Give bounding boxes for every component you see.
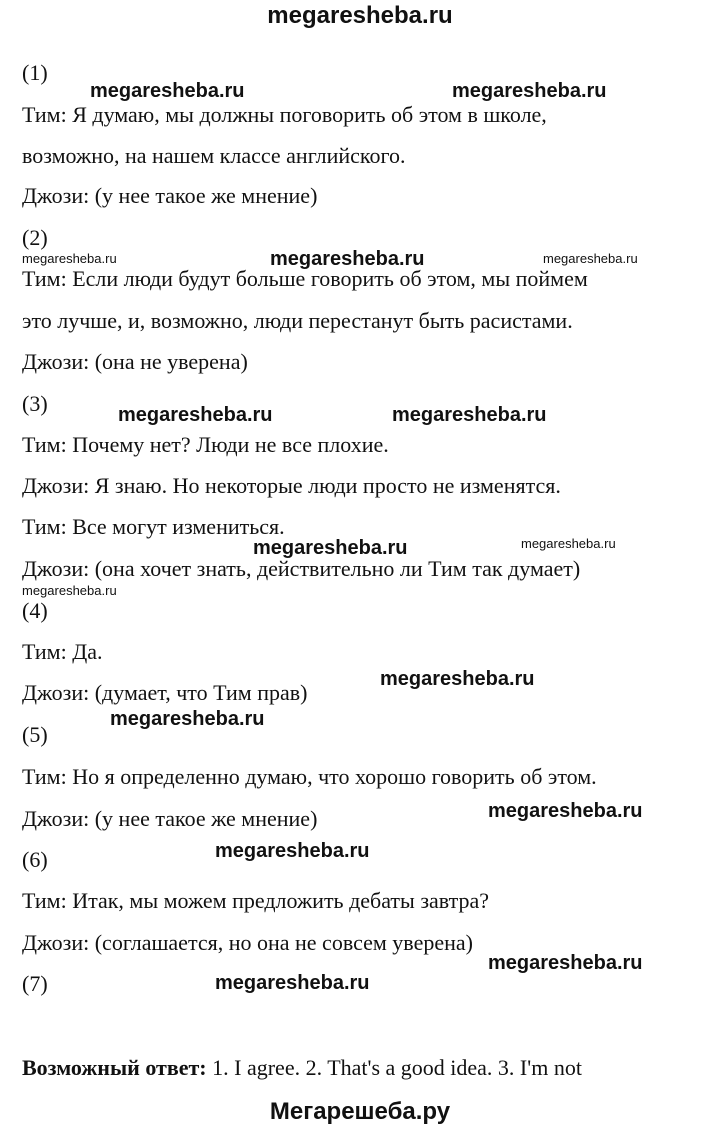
dialogue-line: Джози: (соглашается, но она не совсем уверена) — [22, 930, 473, 955]
watermark: megaresheba.ru — [215, 972, 370, 994]
section-number: (5) — [22, 722, 48, 747]
section-number: (6) — [22, 847, 48, 872]
watermark: megaresheba.ru — [22, 583, 117, 598]
watermark: megaresheba.ru — [253, 537, 408, 559]
dialogue-line: Тим: Да. — [22, 639, 103, 664]
dialogue-line: Тим: Если люди будут больше говорить об этом, мы поймем — [22, 266, 588, 291]
dialogue-line: Джози: (она не уверена) — [22, 349, 248, 374]
dialogue-line: Джози: (у нее такое же мнение) — [22, 183, 318, 208]
watermark: megaresheba.ru — [488, 800, 643, 822]
dialogue-line: Тим: Почему нет? Люди не все плохие. — [22, 432, 389, 457]
section-number: (2) — [22, 225, 48, 250]
site-header: megaresheba.ru — [267, 2, 453, 29]
dialogue-line: Тим: Я думаю, мы должны поговорить об этом в школе, — [22, 102, 547, 127]
watermark: megaresheba.ru — [22, 251, 117, 266]
answer-text: 1. I agree. 2. That's a good idea. 3. I'm not — [206, 1055, 582, 1080]
dialogue-line: Тим: Но я определенно думаю, что хорошо говорить об этом. — [22, 764, 597, 789]
dialogue-line: Джози: (думает, что Тим прав) — [22, 680, 308, 705]
dialogue-line: Тим: Все могут измениться. — [22, 514, 285, 539]
dialogue-line: Тим: Итак, мы можем предложить дебаты завтра? — [22, 888, 490, 913]
section-number: (3) — [22, 391, 48, 416]
watermark: megaresheba.ru — [380, 668, 535, 690]
section-number: (7) — [22, 971, 48, 996]
watermark: megaresheba.ru — [543, 251, 638, 266]
watermark: megaresheba.ru — [270, 248, 425, 270]
watermark: megaresheba.ru — [452, 80, 607, 102]
watermark: megaresheba.ru — [392, 404, 547, 426]
dialogue-line: Джози: (она хочет знать, действительно ли Тим так думает) — [22, 556, 581, 581]
watermark: megaresheba.ru — [110, 708, 265, 730]
answer-label: Возможный ответ: — [22, 1055, 207, 1080]
watermark: megaresheba.ru — [521, 536, 616, 551]
section-number: (4) — [22, 598, 48, 623]
watermark: megaresheba.ru — [118, 404, 273, 426]
dialogue-line: Джози: (у нее такое же мнение) — [22, 806, 318, 831]
dialogue-line: Джози: Я знаю. Но некоторые люди просто не изменятся. — [22, 473, 561, 498]
dialogue-line: возможно, на нашем классе английского. — [22, 143, 406, 168]
watermark: megaresheba.ru — [215, 840, 370, 862]
section-number: (1) — [22, 60, 48, 85]
dialogue-line: это лучше, и, возможно, люди перестанут быть расистами. — [22, 308, 573, 333]
watermark: megaresheba.ru — [90, 80, 245, 102]
answer-line — [22, 1055, 582, 1081]
site-footer: Мегарешеба.ру — [269, 1098, 451, 1125]
watermark: megaresheba.ru — [488, 952, 643, 974]
